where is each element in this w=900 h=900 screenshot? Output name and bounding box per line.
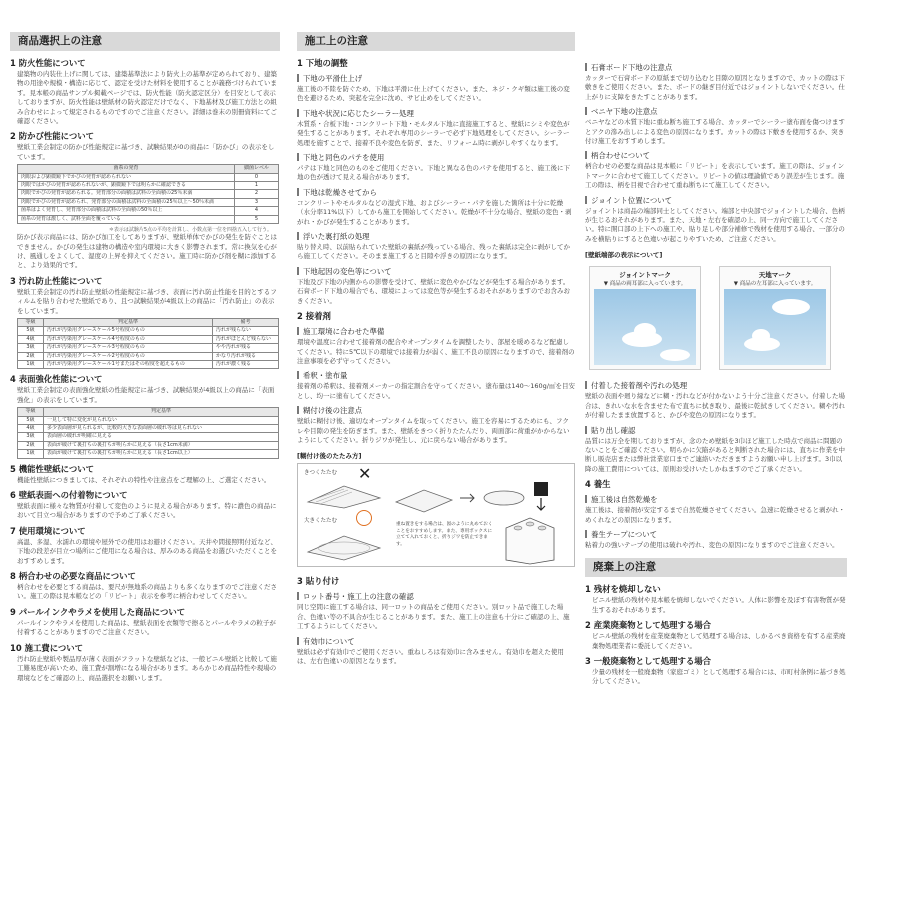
heading: 4 表面強化性能について (10, 374, 103, 385)
table-cell: 肉眼でかびの発育が認められる。発育部分の面積は試料の全面積の25％未満 (18, 190, 235, 198)
paragraph: 木質系・合板下地・コンクリート下地・モルタル下地に直接施工すると、壁紙にシミや変色が発生することがあります。それぞれ専用のシーラーで必ず下地処理をしてください。シーラー処理を施すことで、接着不良や変色を防ぎ、また、リフォーム時に剥がしやすくなります。 (297, 119, 570, 147)
table-cell: 菌糸の発育は激しく、試料全面を覆っている (18, 215, 235, 223)
table-header: 判定基準 (44, 318, 213, 326)
paragraph: 粘着力の強いテープの使用は破れや汚れ、変色の原因になりますのでご注意ください。 (585, 540, 839, 549)
cross-icon: ✕ (358, 464, 372, 484)
table-cell: 表面層の破れが明確に見える (44, 433, 279, 441)
section-header: 施工上の注意 (297, 32, 575, 51)
loose-fold-illustration (304, 526, 384, 564)
table-row (18, 425, 279, 433)
heading: 8 柄合わせの必要な商品について (10, 571, 136, 582)
subheading: 希釈・塗布量 (297, 370, 575, 381)
table-cell: 3 (235, 198, 279, 206)
table-header: 等級 (18, 408, 44, 416)
table-header: 等級 (18, 318, 44, 326)
heading: 1 下地の調整 (297, 58, 348, 68)
subheading: 下地起因の変色等について (297, 266, 575, 277)
table-cell: 汚れが汚染用グレースケール3号程度のもの (44, 344, 213, 352)
table-cell: 1級 (18, 450, 44, 458)
column-product-selection (10, 32, 280, 894)
table-cell: 1 (235, 182, 279, 190)
table-header: 菌糸の発育 (18, 165, 235, 173)
table-cell: 汚れが汚染用グレースケール2号程度のもの (44, 352, 213, 360)
table-cell: 表面が破けて裏打ちの裏打ちが明らかに見える（長さ1cm以上） (44, 450, 279, 458)
figure-label: [壁紙端部の表示について] (585, 251, 663, 260)
table-row (18, 433, 279, 441)
table-cell: 一見して特に変化が見られない (44, 416, 279, 424)
paragraph: 壁紙は必ず有効巾でご使用ください。重ねしろは有効巾に含みません。有効巾を超えた使用は、左右色違いの原因となります。 (297, 647, 564, 665)
subheading: 付着した接着剤や汚れの処理 (585, 380, 847, 391)
table-cell: 汚れがほとんど残らない (213, 335, 279, 343)
subheading: 貼り出し確認 (585, 425, 847, 436)
paragraph: 環境や温度に合わせて接着剤の配合やオープンタイムを調整したり、部屋を暖めるなど配慮してください。特に5℃以下の環境では接着力が弱く、施工不良の原因になりますので、接着剤の注意事項を必ず守ってください。 (297, 338, 575, 365)
paragraph: 柄合わせの必要な商品は見本帳に「リピート」を表示しています。施工の際は、ジョイントマークに合わせて施工してください。リピートの値は理論値であり誤差が生じます。施工の際は、柄を目視で合わせて重ね断ちにて施工してください。 (585, 162, 845, 190)
table-cell: 肉眼ではかびの発育が認められないが、顕微鏡下では明らかに確認できる (18, 182, 235, 190)
subheading: 糊付け後の注意点 (297, 405, 575, 416)
paragraph: 下地及び下地の内側からの影響を受けて、壁紙に変色やかびなどが発生する場合があります。石膏ボード下地の場合でも、環境によっては変色等が発生するおそれがありますのでお含みおきください。 (297, 277, 570, 305)
folding-figure (297, 463, 575, 567)
table-row (18, 335, 279, 343)
table-cell: かなり汚れが残る (213, 352, 279, 360)
table-row (18, 173, 279, 181)
table-cell: 表面が破けて裏打ちの裏打ちが明らかに見える（長さ1cm未満） (44, 441, 279, 449)
heading: 3 一般廃棄物として処理する場合 (585, 655, 711, 666)
subheading: 下地は乾燥させてから (297, 187, 575, 198)
paragraph: 壁紙工業会制定の防かび性能規定に基づき、試験結果が0の商品に「防かび」の表示をしています。 (17, 143, 275, 161)
table-cell: 5 (235, 215, 279, 223)
wallpaper-sample (594, 289, 696, 365)
tight-fold-illustration (304, 480, 384, 510)
table-row (18, 190, 279, 198)
paragraph: 汚れ防止壁紙や製品厚が薄く表面がフラットな壁紙などは、一般ビニル壁紙と比較して施工難易度が高いため、施工費が割増になる場合があります。あらかじめ商品特性や現場の環境などをご確認の上、商品選択をお願いします。 (17, 654, 277, 682)
heading: 2 接着剤 (297, 311, 331, 322)
fig-good-label: 大きくたたむ (304, 518, 338, 525)
subheading: ロット番号・施工上の注意の確認 (297, 591, 575, 602)
subheading: 養生テープについて (585, 529, 847, 540)
roll-illustration (394, 472, 564, 516)
table-row (18, 215, 279, 223)
subheading: ベニヤ下地の注意点 (585, 106, 847, 117)
table-row (18, 416, 279, 424)
table-row (18, 441, 279, 449)
subheading: 下地と同色のパテを使用 (297, 152, 575, 163)
table-cell: 汚れが残らない (213, 327, 279, 335)
edge-mark-figure (585, 262, 847, 374)
table-header: 細菌レベル (235, 165, 279, 173)
table-cell: 0 (235, 173, 279, 181)
subheading: ジョイント位置について (585, 195, 847, 206)
paragraph: 壁紙工業会制定の汚れ防止壁紙の性能規定に基づき、表面に汚れ防止性能を目的とするフィルムを貼り合わせた壁紙であり、且つ試験結果が4級以上の商品に「汚れ防止」の表示をしています。 (17, 287, 277, 315)
table-cell: 5級 (18, 416, 44, 424)
surface-table (17, 407, 279, 458)
paragraph: ビニル壁紙の残材を産業廃棄物として処理する場合は、しかるべき資格を有する産業廃棄物処理業者に委託してください。 (592, 632, 846, 650)
table-note: ＊表示は試験片5点の平均を計算し、小数点第一位を四捨五入して行う。 (108, 227, 272, 234)
paragraph: 機能性壁紙につきましては、それぞれの特性や注意点をご理解の上、ご選定ください。 (17, 475, 271, 484)
paragraph: 壁紙表面に様々な物質が付着して変色のように見える場合があります。特に濃色の商品において目立つ場合がありますので予めご了承ください。 (17, 502, 277, 520)
heading: 6 壁紙表面への付着物について (10, 490, 128, 501)
heading: 3 貼り付け (297, 576, 340, 587)
table-header: 備考 (213, 318, 279, 326)
subheading: 下地や状況に応じたシーラー処理 (297, 108, 575, 119)
table-row (18, 344, 279, 352)
heading: 1 防火性能について (10, 58, 86, 68)
figure-label: [糊付け後のたたみ方] (297, 452, 362, 461)
table-cell: やや汚れが残る (213, 344, 279, 352)
table-row (18, 352, 279, 360)
paragraph: 少量の残材を一般廃棄物（家庭ゴミ）として処理する場合には、市町村条例に基づき処分してください。 (592, 667, 846, 686)
heading: 10 施工費について (10, 642, 84, 653)
paragraph: パールインクやラメを使用した商品は、壁紙表面を衣類等で擦るとパールやラメの粒子が付着することがありますのでご注意ください。 (17, 618, 276, 637)
paragraph: 建築物の内装仕上げに関しては、建築基準法により防火上の基準が定められており、建築物の用途や規模・構造に応じて、認定を受けた材料を使用することが義務づけられています。見本帳の商品サンプル掲載ページでは、防火性能（防火認定区分）を目安として表示しておりますが、防火性能は壁紙材の防火認定だけでなく、下地基材及び施工方法との組み合わせによって規定されるものですのでご注意ください。詳細は巻末の別冊資料にてご確認ください。 (17, 70, 277, 126)
wallpaper-sample (724, 289, 826, 365)
table-cell: 2級 (18, 441, 44, 449)
table-cell: 2級 (18, 352, 44, 360)
table-cell: 4級 (18, 425, 44, 433)
heading: 4 養生 (585, 479, 611, 490)
circle-icon (356, 510, 372, 526)
subheading: 施工後は自然乾燥を (585, 494, 847, 505)
joint-mark-title: ジョイントマーク (619, 271, 671, 280)
heading: 2 防かび性能について (10, 131, 94, 142)
table-row (18, 360, 279, 368)
paragraph: ビニル壁紙の残材や見本帳を焼却しないでください。人体に影響を及ぼす有害物質が発生するおそれがあります。 (592, 596, 846, 614)
table-row (18, 198, 279, 206)
subheading: 下地の平滑仕上げ (297, 73, 575, 84)
subheading: 施工環境に合わせた準備 (297, 326, 575, 337)
paragraph: 高温、多湿、水濡れの環境や屋外での使用はお避けください。天井や間接照明付近など、下地の段差が目立つ場所にご使用になる場合は、厚みのある商品をお選びいただくことをおすすめします。 (17, 537, 277, 565)
heading: 5 機能性壁紙について (10, 463, 94, 474)
subheading: 浮いた裏打紙の処理 (297, 231, 575, 242)
paragraph: ベニヤなどの木質下地に重ね断ち施工する場合、カッターでシーラー塗布面を傷つけますとアクの滲み出しによる変色の原因になります。カットの際は下敷きを使用するか、突き付け施工をおすすめします。 (585, 118, 845, 146)
paragraph: 防かび表示商品には、防かび加工をしてありますが、壁紙単体でかびの発生を防ぐことはできません。かびの発生は建物の構造や室内環境に大きく影響されます。常に換気を心がけ、風通しをよくして、湿度の上昇を抑えてください。施工時に防かび剤を糊に添加すると、より効果的です。 (17, 233, 277, 270)
table-cell: 1級 (18, 360, 44, 368)
paragraph: 柄合わせを必要とする商品は、要尺が無地系の商品よりも多くなりますのでご注意ください。施工の際は見本帳などの「リピート」表示を参考に柄合わせしてください。 (17, 583, 277, 601)
paragraph: コンクリートやモルタルなどの湿式下地、およびシーラー・パテを施した箇所は十分に乾燥（水分率11%以下）してから施工を開始してください。乾燥が不十分な場合、壁紙の変色・剥がれ・かびが発生することがあります。 (297, 198, 572, 226)
box-illustration (500, 514, 560, 566)
section-header: 商品選択上の注意 (10, 32, 280, 51)
paragraph: 壁紙の表面や廻り縁などに糊・汚れなどが付かないよう十分ご注意ください。付着した場合は、きれいな水を含ませた布で直ちに拭き取り、最後に乾拭きしてください。糊や汚れが付着したまま放置すると、かびや変色の原因になります。 (585, 392, 845, 420)
table-row (18, 182, 279, 190)
paragraph: 壁紙工業会制定の表面強化壁紙の性能規定に基づき、試験結果が4級以上の商品に「表面強化」の表示をしています。 (17, 386, 275, 404)
table-cell: 4級 (18, 335, 44, 343)
fig-caption: 重ね置きをする場合は、図のように丸めておくことをおすすめします。また、専用ボックスに立てて入れておくと、折りジワを防止できます。 (396, 522, 493, 547)
mold-table (17, 164, 279, 224)
top-mark-panel (719, 266, 831, 370)
heading: 2 産業廃棄物として処理する場合 (585, 620, 711, 631)
table-cell: 汚れが濃く残る (213, 360, 279, 368)
table-cell: 汚れが汚染用グレースケール4号程度のもの (44, 335, 213, 343)
table-cell: 4 (235, 207, 279, 215)
joint-mark-panel (589, 266, 701, 370)
subheading: 石膏ボード下地の注意点 (585, 62, 847, 73)
stain-table (17, 318, 279, 369)
table-cell: 肉眼でかびの発育が認められ、発育部分の面積は試料の全面積の25％以上～50％未満 (18, 198, 235, 206)
paragraph: 接着剤の希釈は、接着剤メーカーの指定割合を守ってください。塗布量は140～160g/㎡を目安とし、均一に塗布してください。 (297, 382, 575, 400)
section-header: 廃棄上の注意 (585, 558, 847, 577)
fig-bad-label: きつくたたむ (304, 470, 338, 477)
table-cell: 汚れが汚染用グレースケール5号程度のもの (44, 327, 213, 335)
paragraph: 壁紙に糊付け後、適切なオープンタイムを取ってください。施工を容易にするためにも、フクレや目隙の発生を防ぎます。また、壁紙をきつく折りたたんだり、両面部に荷重がかからないようにしてください。折りジワが発生し、元に戻らない場合があります。 (297, 417, 570, 444)
table-header: 判定基準 (44, 408, 279, 416)
subheading: 柄合わせについて (585, 150, 847, 161)
joint-mark-sub: ▼ 商品の両耳部に入っています。 (603, 281, 687, 288)
heading: 3 汚れ防止性能について (10, 275, 103, 286)
paragraph: カッターで石膏ボードの原紙まで切り込むと目隙の原因となりますので、カットの際は下敷きをご使用ください。また、ボードの継ぎ目付近ではジョイントしないでください。仕上がりに支障をきたすことがあります。 (585, 74, 845, 101)
top-mark-title: 天地マーク (758, 271, 792, 280)
top-mark-sub: ▼ 商品の左耳部に入っています。 (733, 281, 817, 288)
table-cell: 多少表面層が見られるが、比較的大きな表面層の破れ等は見られない (44, 425, 279, 433)
table-cell: 菌糸はよく発育し、発育部分の面積は試料の全面積の50％以上 (18, 207, 235, 215)
table-cell: 肉眼および顕微鏡下でかびの発育が認められない (18, 173, 235, 181)
column-construction-cont (585, 58, 847, 894)
subheading: 有効巾について (297, 636, 575, 647)
table-cell: 5級 (18, 327, 44, 335)
table-cell: 2 (235, 190, 279, 198)
table-cell: 3級 (18, 433, 44, 441)
heading: 7 使用環境について (10, 525, 86, 536)
paragraph: 同じ空間に施工する場合は、同一ロットの商品をご使用ください。別ロット品で施工した場合、色違い等の不具合が生じることがあります。また、施工上の注意も十分にご確認の上、施工するようにしてください。 (297, 603, 570, 631)
paragraph: 施工後の不陸を防ぐため、下地は平滑に仕上げてください。また、ネジ・クギ類は施工後の変色を避けるため、突起を完全に沈め、サビ止めをしてください。 (297, 85, 570, 103)
heading: 1 残材を焼却しない (585, 584, 661, 595)
column-construction (297, 32, 575, 894)
paragraph: 品質には万全を期しておりますが、念のため壁紙を3巾ほど施工した時点で商品に問題のないことをご確認ください。明らかに欠陥があると判断された場合には、直ちに作業を中断し販売店または弊社営業窓口までご連絡いただきますようお願い申し上げます。3巾以降の施工費用については、原則お受けいたしかねますのでご了承ください。 (585, 436, 845, 473)
table-row (18, 327, 279, 335)
paragraph: パテは下地と同色のものをご使用ください。下地と異なる色のパテを使用すると、施工後に下地の色が透けて見える場合があります。 (297, 164, 570, 182)
paragraph: 施工後は、接着剤が安定するまで自然乾燥させてください。急速に乾燥させると剥がれ・めくれなどの原因になります。 (585, 506, 845, 524)
table-row (18, 207, 279, 215)
heading: 9 パールインクやラメを使用した商品について (10, 606, 186, 617)
paragraph: ジョイントは商品の端部同士としてください。端部と中央部でジョイントした場合、色柄が生じるおそれがあります。また、天地・左右を確認の上、同一方向で施工してください。特に開口部の上下への施工や、貼り足しや部分補修で残材を使用する場合、一部分のみを横貼りにすると色違いが起こりやすいため、ご注意ください。 (585, 206, 845, 243)
table-cell: 3級 (18, 344, 44, 352)
table-row (18, 450, 279, 458)
paragraph: 貼り替え時、以前貼られていた壁紙の裏紙が残っている場合、残った裏紙は完全に剥がしてから施工してください。そのまま施工すると目隙や浮きの原因になります。 (297, 243, 570, 261)
table-cell: 汚れが汚染用グレースケール1号またはその程度を超えるもの (44, 360, 213, 368)
